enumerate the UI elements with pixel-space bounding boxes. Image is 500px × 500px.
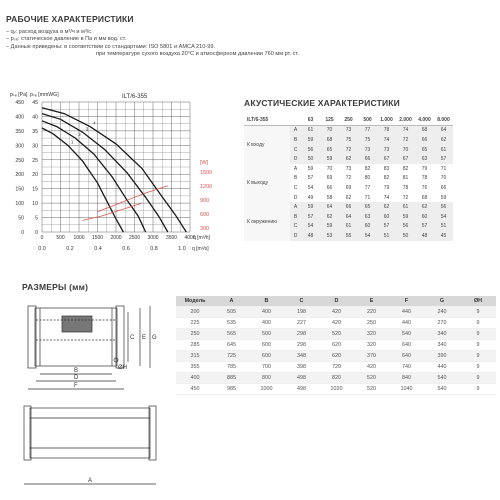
power-tick-label: 900 bbox=[200, 198, 209, 204]
acoustic-value: 68 bbox=[415, 193, 434, 203]
dims-cell: 250 bbox=[176, 329, 214, 340]
acoustic-value: 59 bbox=[320, 154, 339, 164]
acoustic-letter: B bbox=[290, 174, 301, 184]
power-tick-label: 600 bbox=[200, 212, 209, 218]
acoustic-value: 57 bbox=[301, 174, 320, 184]
dims-cell: 320 bbox=[354, 329, 389, 340]
acoustic-value: 66 bbox=[415, 135, 434, 145]
acoustic-table bbox=[244, 115, 453, 241]
acoustic-value: 78 bbox=[415, 174, 434, 184]
note-line: – pₛₑ: статическое давление в Па и мм вод. ст. bbox=[6, 36, 127, 43]
dims-cell: 225 bbox=[176, 318, 214, 329]
dims-row bbox=[176, 373, 496, 384]
dims-cell: 440 bbox=[389, 318, 424, 329]
dims-cell: 640 bbox=[389, 340, 424, 351]
x-top-tick-label: 1500 bbox=[91, 235, 104, 241]
acoustic-value: 59 bbox=[396, 212, 415, 222]
acoustic-value: 62 bbox=[339, 154, 358, 164]
x-top-axis-label: q [m³/h] bbox=[193, 235, 210, 241]
acoustic-freq-header: 2.000 bbox=[396, 115, 415, 125]
y2-tick-label: 30 bbox=[32, 143, 38, 150]
dim-label-c: C bbox=[130, 335, 135, 341]
acoustic-value: 74 bbox=[377, 193, 396, 203]
note-line: при температуре сухого воздуха 20°C и атмосферном давлении 760 мм рт. ст. bbox=[96, 50, 299, 57]
dims-header-cell: D bbox=[319, 296, 354, 307]
dims-cell: 540 bbox=[424, 373, 460, 384]
x-top-tick-label: 2000 bbox=[110, 235, 122, 241]
dim-label-h: ØH bbox=[118, 365, 127, 371]
dims-cell: 9 bbox=[460, 384, 496, 395]
dims-cell: 785 bbox=[214, 362, 249, 373]
acoustic-value: 79 bbox=[415, 164, 434, 174]
acoustic-value: 59 bbox=[301, 135, 320, 145]
x-top-tick-label: 3000 bbox=[147, 235, 159, 241]
acoustic-value: 57 bbox=[301, 212, 320, 222]
y2-tick-label: 25 bbox=[32, 157, 38, 164]
acoustic-value: 78 bbox=[377, 125, 396, 135]
acoustic-letter: C bbox=[290, 183, 301, 193]
acoustic-value: 73 bbox=[377, 145, 396, 155]
acoustic-value: 76 bbox=[415, 183, 434, 193]
y-tick-label: 350 bbox=[15, 128, 24, 135]
acoustic-value: 55 bbox=[339, 231, 358, 241]
acoustic-freq-header: 4.000 bbox=[415, 115, 434, 125]
acoustic-value: 68 bbox=[415, 125, 434, 135]
dims-cell: 720 bbox=[319, 362, 354, 373]
dims-cell: 9 bbox=[460, 329, 496, 340]
acoustic-value: 82 bbox=[377, 174, 396, 184]
dimensions-table bbox=[176, 296, 496, 395]
acoustic-value: 80 bbox=[358, 174, 377, 184]
dims-cell: 9 bbox=[460, 318, 496, 329]
x-bottom-tick-label: 0.2 bbox=[66, 246, 74, 252]
acoustic-group-label: К окружению bbox=[244, 202, 290, 240]
acoustic-value: 59 bbox=[301, 202, 320, 212]
dims-cell: 355 bbox=[176, 362, 214, 373]
acoustic-value: 83 bbox=[377, 164, 396, 174]
chart-title: ILT/6-355 bbox=[122, 94, 148, 100]
motor-block bbox=[62, 316, 92, 332]
acoustic-value: 57 bbox=[434, 154, 453, 164]
acoustic-value: 67 bbox=[396, 154, 415, 164]
dim-label-f: F bbox=[74, 383, 78, 389]
y2-tick-label: 15 bbox=[32, 186, 38, 193]
dims-cell: 420 bbox=[319, 318, 354, 329]
acoustic-value: 72 bbox=[339, 174, 358, 184]
acoustic-value: 68 bbox=[320, 135, 339, 145]
dims-cell: 725 bbox=[214, 351, 249, 362]
y-tick-label: 0 bbox=[21, 230, 24, 236]
dims-row bbox=[176, 329, 496, 340]
dims-cell: 298 bbox=[284, 340, 319, 351]
acoustic-value: 54 bbox=[358, 231, 377, 241]
dims-cell: 505 bbox=[214, 307, 249, 318]
fan-curve-3 bbox=[42, 114, 168, 232]
acoustic-letter: B bbox=[290, 135, 301, 145]
dims-cell: 348 bbox=[284, 351, 319, 362]
dims-header-cell: E bbox=[354, 296, 389, 307]
acoustic-freq-header: 8.000 bbox=[434, 115, 453, 125]
acoustic-value: 66 bbox=[358, 154, 377, 164]
dims-cell: 400 bbox=[249, 307, 284, 318]
acoustic-value: 78 bbox=[396, 183, 415, 193]
x-bottom-tick-label: 1.0 bbox=[178, 246, 186, 252]
acoustic-value: 60 bbox=[415, 212, 434, 222]
acoustic-value: 64 bbox=[339, 212, 358, 222]
acoustic-value: 70 bbox=[320, 125, 339, 135]
dims-header-cell: A bbox=[214, 296, 249, 307]
acoustic-value: 64 bbox=[434, 125, 453, 135]
acoustic-freq-header: 250 bbox=[339, 115, 358, 125]
acoustic-value: 70 bbox=[320, 164, 339, 174]
acoustic-value: 49 bbox=[301, 193, 320, 203]
acoustic-value: 77 bbox=[358, 125, 377, 135]
power-tick-label: 1500 bbox=[200, 170, 212, 176]
y-tick-label: 100 bbox=[15, 201, 24, 208]
acoustic-value: 61 bbox=[434, 145, 453, 155]
dims-cell: 640 bbox=[389, 351, 424, 362]
x-bottom-tick-label: 0.6 bbox=[122, 246, 130, 252]
acoustic-value: 81 bbox=[396, 174, 415, 184]
acoustic-value: 74 bbox=[377, 135, 396, 145]
acoustic-value: 62 bbox=[434, 135, 453, 145]
acoustic-value: 48 bbox=[415, 231, 434, 241]
acoustic-value: 66 bbox=[320, 183, 339, 193]
acoustic-value: 75 bbox=[358, 135, 377, 145]
acoustic-letter: D bbox=[290, 231, 301, 241]
dims-cell: 9 bbox=[460, 307, 496, 318]
y-tick-label: 250 bbox=[15, 157, 24, 164]
acoustic-value: 58 bbox=[320, 193, 339, 203]
dims-row bbox=[176, 384, 496, 395]
power-axis-label: [W] bbox=[200, 160, 209, 166]
dims-cell: 440 bbox=[389, 307, 424, 318]
x-top-tick-label: 2500 bbox=[128, 235, 141, 241]
acoustic-value: 66 bbox=[339, 202, 358, 212]
dims-row bbox=[176, 351, 496, 362]
y2-tick-label: 35 bbox=[32, 128, 38, 135]
acoustic-title: АКУСТИЧЕСКИЕ ХАРАКТЕРИСТИКИ bbox=[244, 98, 400, 108]
acoustic-value: 56 bbox=[434, 202, 453, 212]
dims-cell: 200 bbox=[176, 307, 214, 318]
dims-cell: 520 bbox=[319, 329, 354, 340]
dims-cell: 298 bbox=[284, 329, 319, 340]
acoustic-value: 59 bbox=[301, 164, 320, 174]
acoustic-value: 65 bbox=[358, 202, 377, 212]
y2-tick-label: 0 bbox=[35, 230, 38, 236]
dims-cell: 240 bbox=[424, 307, 460, 318]
x-bottom-tick-label: 0.8 bbox=[150, 246, 158, 252]
dims-cell: 840 bbox=[389, 373, 424, 384]
curve-label: 4 bbox=[93, 120, 96, 126]
acoustic-value: 54 bbox=[301, 222, 320, 232]
dims-header-cell: C bbox=[284, 296, 319, 307]
acoustic-value: 75 bbox=[339, 135, 358, 145]
dims-cell: 645 bbox=[214, 340, 249, 351]
acoustic-value: 67 bbox=[377, 154, 396, 164]
acoustic-freq-header: 63 bbox=[301, 115, 320, 125]
x-top-tick-label: 0 bbox=[40, 235, 44, 241]
dims-cell: 620 bbox=[319, 340, 354, 351]
y2-axis-label: pₛₑ [mmWG] bbox=[30, 92, 59, 98]
acoustic-value: 61 bbox=[301, 125, 320, 135]
acoustic-letter: C bbox=[290, 145, 301, 155]
dims-cell: 340 bbox=[424, 340, 460, 351]
acoustic-value: 54 bbox=[301, 183, 320, 193]
acoustic-value: 64 bbox=[320, 202, 339, 212]
dims-cell: 440 bbox=[424, 362, 460, 373]
performance-chart bbox=[0, 86, 240, 286]
dims-cell: 9 bbox=[460, 351, 496, 362]
dims-row bbox=[176, 307, 496, 318]
curve-label: 2 bbox=[78, 132, 81, 138]
y2-tick-label: 10 bbox=[32, 201, 38, 208]
acoustic-value: 71 bbox=[434, 164, 453, 174]
acoustic-value: 48 bbox=[301, 231, 320, 241]
note-line: – Данные приведены: в соответствии со стандартами: ISO 5801 и AMCA 210-99. bbox=[6, 43, 216, 50]
x-top-tick-label: 500 bbox=[56, 235, 65, 241]
performance-notes bbox=[6, 29, 299, 58]
curve-label: 1 bbox=[70, 139, 74, 145]
dims-cell: 620 bbox=[319, 351, 354, 362]
acoustic-value: 51 bbox=[377, 231, 396, 241]
acoustic-value: 69 bbox=[339, 183, 358, 193]
acoustic-letter: B bbox=[290, 212, 301, 222]
acoustic-letter: D bbox=[290, 154, 301, 164]
x-bottom-tick-label: 0.4 bbox=[94, 246, 102, 252]
acoustic-value: 61 bbox=[339, 222, 358, 232]
acoustic-value: 50 bbox=[396, 231, 415, 241]
dims-cell: 1020 bbox=[319, 384, 354, 395]
dims-cell: 500 bbox=[249, 329, 284, 340]
acoustic-letter: A bbox=[290, 164, 301, 174]
y-tick-label: 150 bbox=[15, 186, 24, 193]
acoustic-value: 62 bbox=[320, 212, 339, 222]
acoustic-value: 65 bbox=[415, 145, 434, 155]
dims-row bbox=[176, 340, 496, 351]
x-top-tick-label: 3500 bbox=[165, 235, 178, 241]
dims-cell: 400 bbox=[249, 318, 284, 329]
dims-cell: 9 bbox=[460, 340, 496, 351]
acoustic-value: 77 bbox=[358, 183, 377, 193]
acoustic-value: 74 bbox=[396, 125, 415, 135]
acoustic-value: 62 bbox=[415, 202, 434, 212]
dims-cell: 540 bbox=[389, 329, 424, 340]
acoustic-value: 59 bbox=[434, 193, 453, 203]
performance-title: РАБОЧИЕ ХАРАКТЕРИСТИКИ bbox=[6, 14, 134, 24]
dims-cell: 820 bbox=[319, 373, 354, 384]
dims-cell: 320 bbox=[354, 340, 389, 351]
acoustic-value: 73 bbox=[358, 145, 377, 155]
y-tick-label: 50 bbox=[18, 215, 24, 222]
dims-cell: 535 bbox=[214, 318, 249, 329]
dim-label-e: E bbox=[142, 335, 147, 341]
acoustic-row bbox=[244, 125, 453, 135]
acoustic-model-header: ILT/6-355 bbox=[244, 115, 301, 125]
chart-lines bbox=[42, 108, 186, 232]
acoustic-value: 70 bbox=[434, 174, 453, 184]
fan-curve-4 bbox=[42, 108, 186, 232]
y-tick-label: 200 bbox=[15, 172, 24, 179]
acoustic-value: 72 bbox=[396, 193, 415, 203]
acoustic-value: 73 bbox=[339, 164, 358, 174]
acoustic-value: 79 bbox=[377, 183, 396, 193]
y-tick-label: 450 bbox=[15, 100, 24, 106]
dims-header-cell: Модель bbox=[176, 296, 214, 307]
y2-tick-label: 5 bbox=[35, 215, 38, 222]
dim-label-a: A bbox=[88, 478, 93, 484]
acoustic-value: 57 bbox=[415, 222, 434, 232]
dims-cell: 9 bbox=[460, 362, 496, 373]
acoustic-value: 62 bbox=[377, 202, 396, 212]
fan-curve-1 bbox=[42, 128, 123, 232]
dims-cell: 520 bbox=[354, 373, 389, 384]
dims-header-cell: ØH bbox=[460, 296, 496, 307]
side-view bbox=[24, 306, 156, 484]
power-tick-label: 1200 bbox=[200, 184, 212, 190]
dims-cell: 885 bbox=[214, 373, 249, 384]
acoustic-freq-header: 125 bbox=[320, 115, 339, 125]
dim-label-d: D bbox=[74, 375, 79, 381]
acoustic-group-label: К выходу bbox=[244, 164, 290, 202]
dims-cell: 370 bbox=[354, 351, 389, 362]
y-tick-label: 400 bbox=[15, 114, 24, 121]
note-line: – qᵥ: расход воздуха в м³/ч и м³/с. bbox=[6, 29, 93, 35]
acoustic-value: 63 bbox=[358, 212, 377, 222]
acoustic-value: 82 bbox=[358, 164, 377, 174]
acoustic-value: 56 bbox=[301, 145, 320, 155]
acoustic-row bbox=[244, 164, 453, 174]
dims-header-cell: F bbox=[389, 296, 424, 307]
dims-cell: 498 bbox=[284, 373, 319, 384]
dims-cell: 600 bbox=[249, 351, 284, 362]
x-top-tick-label: 4000 bbox=[184, 235, 196, 241]
acoustic-letter: C bbox=[290, 222, 301, 232]
x-top-tick-label: 1000 bbox=[73, 235, 85, 241]
acoustic-value: 70 bbox=[396, 145, 415, 155]
sizes-title: РАЗМЕРЫ (мм) bbox=[22, 282, 89, 292]
acoustic-value: 73 bbox=[339, 125, 358, 135]
acoustic-value: 62 bbox=[339, 193, 358, 203]
acoustic-letter: A bbox=[290, 125, 301, 135]
dims-cell: 700 bbox=[249, 362, 284, 373]
acoustic-value: 66 bbox=[434, 183, 453, 193]
dims-cell: 198 bbox=[284, 307, 319, 318]
dims-cell: 250 bbox=[354, 318, 389, 329]
power-tick-label: 300 bbox=[200, 226, 209, 232]
bottom-view-outline bbox=[30, 408, 150, 458]
dims-cell: 285 bbox=[176, 340, 214, 351]
acoustic-value: 56 bbox=[396, 222, 415, 232]
dimension-drawing bbox=[0, 290, 176, 500]
acoustic-group-label: К входу bbox=[244, 125, 290, 164]
dims-cell: 498 bbox=[284, 384, 319, 395]
acoustic-value: 72 bbox=[339, 145, 358, 155]
dims-cell: 800 bbox=[249, 373, 284, 384]
dims-cell: 600 bbox=[249, 340, 284, 351]
y-axis-label: pₛₑ [Pa] bbox=[10, 92, 28, 98]
dims-row bbox=[176, 318, 496, 329]
y2-tick-label: 40 bbox=[32, 114, 38, 121]
acoustic-value: 51 bbox=[434, 222, 453, 232]
dims-cell: 450 bbox=[176, 384, 214, 395]
acoustic-value: 63 bbox=[415, 154, 434, 164]
acoustic-freq-header: 1.000 bbox=[377, 115, 396, 125]
acoustic-value: 82 bbox=[396, 164, 415, 174]
acoustic-value: 61 bbox=[396, 202, 415, 212]
dim-label-g: G bbox=[152, 335, 157, 341]
dim-label-b: B bbox=[74, 368, 79, 374]
dims-cell: 1040 bbox=[389, 384, 424, 395]
dims-cell: 540 bbox=[424, 384, 460, 395]
dims-cell: 1000 bbox=[249, 384, 284, 395]
acoustic-value: 59 bbox=[320, 222, 339, 232]
x-bottom-axis-label: q [m³/s] bbox=[192, 246, 209, 252]
dims-cell: 9 bbox=[460, 373, 496, 384]
acoustic-value: 60 bbox=[358, 222, 377, 232]
acoustic-value: 45 bbox=[434, 231, 453, 241]
acoustic-value: 54 bbox=[434, 212, 453, 222]
dims-cell: 390 bbox=[424, 351, 460, 362]
dims-cell: 740 bbox=[389, 362, 424, 373]
dims-cell: 400 bbox=[176, 373, 214, 384]
dims-cell: 420 bbox=[319, 307, 354, 318]
dims-header-cell: B bbox=[249, 296, 284, 307]
acoustic-value: 69 bbox=[320, 174, 339, 184]
x-bottom-tick-label: 0.0 bbox=[38, 246, 46, 252]
dims-cell: 315 bbox=[176, 351, 214, 362]
y-tick-label: 300 bbox=[15, 143, 24, 150]
acoustic-value: 71 bbox=[358, 193, 377, 203]
acoustic-letter: D bbox=[290, 193, 301, 203]
acoustic-value: 65 bbox=[320, 145, 339, 155]
y2-tick-label: 20 bbox=[32, 172, 38, 179]
acoustic-freq-header: 500 bbox=[358, 115, 377, 125]
dims-row bbox=[176, 362, 496, 373]
dims-cell: 985 bbox=[214, 384, 249, 395]
dims-cell: 520 bbox=[354, 384, 389, 395]
dims-cell: 420 bbox=[354, 362, 389, 373]
acoustic-value: 60 bbox=[377, 212, 396, 222]
dims-cell: 398 bbox=[284, 362, 319, 373]
dims-cell: 340 bbox=[424, 329, 460, 340]
dims-header-cell: G bbox=[424, 296, 460, 307]
dims-cell: 220 bbox=[354, 307, 389, 318]
dims-cell: 565 bbox=[214, 329, 249, 340]
dims-cell: 270 bbox=[424, 318, 460, 329]
acoustic-value: 72 bbox=[396, 135, 415, 145]
y2-tick-label: 45 bbox=[32, 100, 38, 106]
curve-label: 3 bbox=[85, 126, 89, 132]
acoustic-row bbox=[244, 202, 453, 212]
dims-cell: 227 bbox=[284, 318, 319, 329]
acoustic-value: 53 bbox=[320, 231, 339, 241]
acoustic-value: 57 bbox=[377, 222, 396, 232]
acoustic-value: 50 bbox=[301, 154, 320, 164]
acoustic-letter: A bbox=[290, 202, 301, 212]
chart-labels bbox=[10, 92, 212, 252]
